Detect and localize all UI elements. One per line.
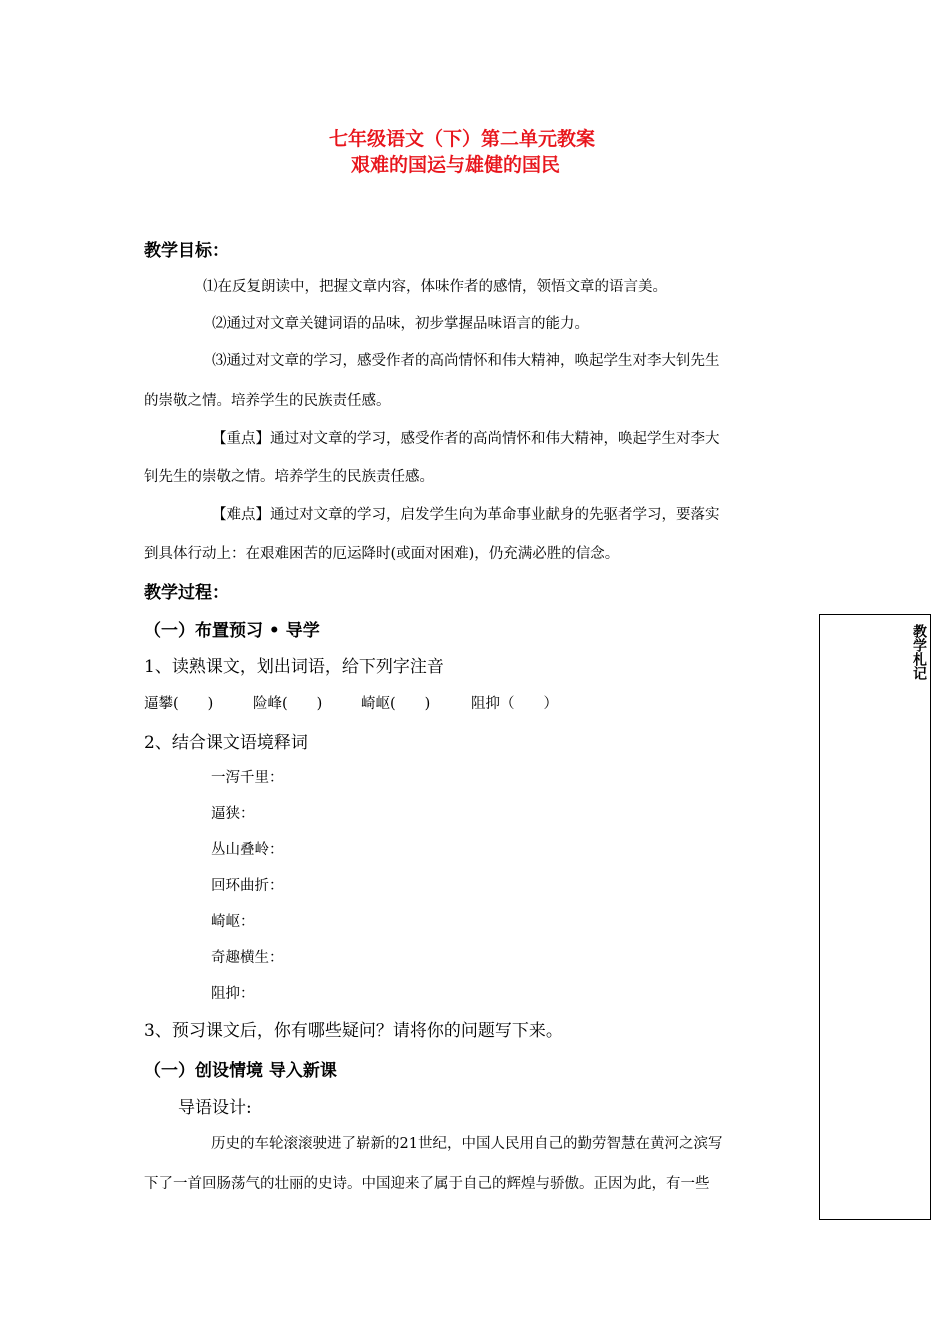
teaching-notes-label: 教学札记 (911, 624, 927, 680)
intro-label: 导语设计: (178, 1098, 252, 1118)
intro-paragraph-line-2: 下了一首回肠荡气的壮丽的史诗。中国迎来了属于自己的辉煌与骄傲。正因为此，有一些 (144, 1176, 710, 1192)
pinyin-item-2: 险峰( ) (253, 696, 323, 712)
task-1: 1、读熟课文，划出词语，给下列字注音 (144, 657, 444, 677)
term-5: 崎岖： (211, 914, 255, 930)
difficult-point-line-1: 【难点】通过对文章的学习，启发学生向为革命事业献身的先驱者学习，要落实 (212, 507, 720, 523)
term-6: 奇趣横生： (211, 950, 284, 966)
teaching-notes-box (819, 614, 931, 1220)
objective-item-2: ⑵通过对文章关键词语的品味，初步掌握品味语言的能力。 (212, 316, 589, 332)
term-1: 一泻千里： (211, 770, 284, 786)
key-point-line-1: 【重点】通过对文章的学习，感受作者的高尚情怀和伟大精神，唤起学生对李大 (212, 431, 720, 447)
pinyin-item-3: 崎岖( ) (361, 696, 431, 712)
objective-item-3-line-1: ⑶通过对文章的学习，感受作者的高尚情怀和伟大精神，唤起学生对李大钊先生 (212, 353, 720, 369)
term-7: 阻抑： (211, 986, 255, 1002)
section-1-heading: （一）布置预习 • 导学 (144, 621, 320, 641)
pinyin-item-1: 逼攀( ) (144, 696, 214, 712)
objective-item-1: ⑴在反复朗读中，把握文章内容，体味作者的感情，领悟文章的语言美。 (203, 279, 667, 295)
term-2: 逼狭： (211, 806, 255, 822)
key-point-line-2: 钊先生的崇敬之情。培养学生的民族责任感。 (144, 469, 434, 485)
section-2-heading: （一）创设情境 导入新课 (144, 1061, 337, 1081)
pinyin-item-4: 阻抑（ ） (471, 696, 558, 712)
document-subtitle: 艰难的国运与雄健的国民 (351, 154, 561, 176)
task-3: 3、预习课文后，你有哪些疑问？请将你的问题写下来。 (144, 1021, 563, 1041)
term-4: 回环曲折： (211, 878, 284, 894)
intro-paragraph-line-1: 历史的车轮滚滚驶进了崭新的21世纪，中国人民用自己的勤劳智慧在黄河之滨写 (211, 1136, 723, 1152)
difficult-point-line-2: 到具体行动上：在艰难困苦的厄运降时(或面对困难)，仍充满必胜的信念。 (144, 546, 620, 562)
document-title: 七年级语文（下）第二单元教案 (329, 128, 596, 150)
task-2: 2、结合课文语境释词 (144, 733, 308, 753)
objective-item-3-line-2: 的崇敬之情。培养学生的民族责任感。 (144, 393, 391, 409)
objectives-heading: 教学目标： (144, 241, 229, 261)
term-3: 丛山叠岭： (211, 842, 284, 858)
process-heading: 教学过程： (144, 583, 229, 603)
